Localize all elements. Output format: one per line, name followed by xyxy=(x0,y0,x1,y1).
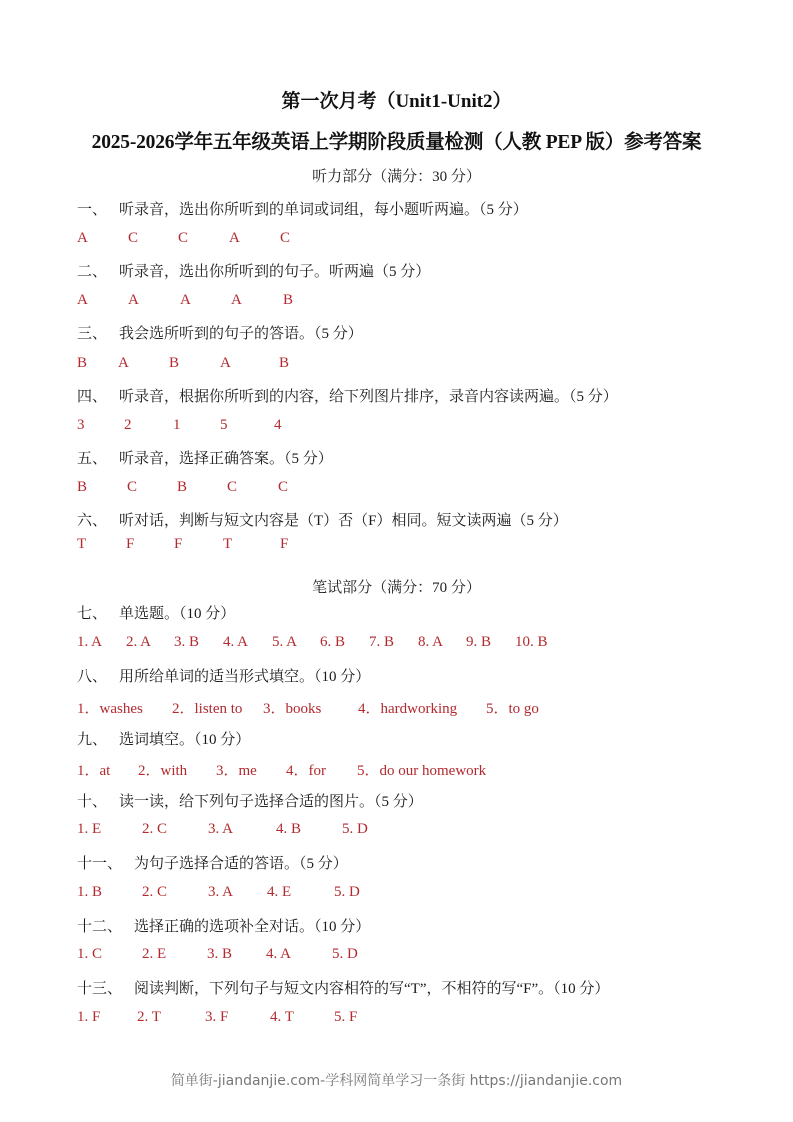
question-heading xyxy=(77,260,430,281)
answer-item: C xyxy=(128,230,139,246)
answer-item: 10. B xyxy=(515,634,548,650)
answer-item: A xyxy=(77,230,88,246)
answer-item: C xyxy=(278,479,289,495)
answer-item: C xyxy=(280,230,291,246)
question-text: 用所给单词的适当形式填空。（10 分） xyxy=(119,669,371,685)
answer-item: A xyxy=(220,355,231,371)
answer-item: 1. E xyxy=(77,821,102,837)
answer-item: 2．with xyxy=(138,763,188,779)
question-text: 听录音，选择正确答案。（5 分） xyxy=(119,451,333,467)
answer-item: C xyxy=(227,479,238,495)
question-number: 三、 xyxy=(77,326,108,342)
question-number: 六、 xyxy=(77,513,108,529)
answer-item: 2. E xyxy=(142,946,167,962)
answer-item: 5．do our homework xyxy=(357,763,487,779)
answer-item: 9. B xyxy=(466,634,492,650)
footer-watermark: 简单街-jiandanjie.com-学科网简单学习一条街 https://jiandanjie.com xyxy=(170,1073,623,1089)
answer-item: 1. B xyxy=(77,884,103,900)
answer-item: 5. D xyxy=(332,946,358,962)
question-heading xyxy=(77,790,423,811)
answer-item: 4. B xyxy=(276,821,302,837)
answer-item: 3．books xyxy=(263,701,322,717)
question-text: 我会选所听到的句子的答语。（5 分） xyxy=(119,326,363,342)
answer-item: 2. C xyxy=(142,821,168,837)
question-heading xyxy=(77,602,235,623)
answer-item: 1. A xyxy=(77,634,103,650)
question-number: 五、 xyxy=(77,451,108,467)
question-heading xyxy=(77,977,609,998)
question-text: 听对话，判断与短文内容是（T）否（F）相同。短文读两遍（5 分） xyxy=(119,513,568,529)
answer-item: 4. A xyxy=(266,946,292,962)
document-title: 第一次月考（Unit1-Unit2） xyxy=(281,91,512,112)
answer-item: 4. A xyxy=(223,634,249,650)
answer-item: 2 xyxy=(124,417,132,433)
answer-item: 8. A xyxy=(418,634,444,650)
answer-item: A xyxy=(77,292,88,308)
question-number: 十一、 xyxy=(77,856,123,872)
answer-item: 7. B xyxy=(369,634,395,650)
question-heading xyxy=(77,728,250,749)
answer-item: 5. D xyxy=(342,821,368,837)
answer-item: 2. C xyxy=(142,884,168,900)
answer-item: F xyxy=(280,536,289,552)
answer-item: 2．listen to xyxy=(172,701,243,717)
answer-item: 4 xyxy=(274,417,282,433)
question-number: 八、 xyxy=(77,669,108,685)
document-subtitle: 2025-2026学年五年级英语上学期阶段质量检测（人教 PEP 版）参考答案 xyxy=(91,132,702,153)
answer-item: 4. T xyxy=(270,1009,294,1025)
answer-item: 3. B xyxy=(207,946,233,962)
question-text: 听录音，选出你所听到的句子。听两遍（5 分） xyxy=(119,264,431,280)
question-text: 听录音，根据你所听到的内容，给下列图片排序，录音内容读两遍。（5 分） xyxy=(119,389,618,405)
answer-item: T xyxy=(77,536,87,552)
answer-item: B xyxy=(283,292,294,308)
answer-item: A xyxy=(118,355,129,371)
question-number: 一、 xyxy=(77,202,108,218)
answer-item: A xyxy=(128,292,139,308)
answer-item: 3. A xyxy=(208,884,234,900)
answer-item: 1．washes xyxy=(77,701,143,717)
question-text: 为句子选择合适的答语。（5 分） xyxy=(134,856,348,872)
question-heading xyxy=(77,385,618,406)
answer-item: 6. B xyxy=(320,634,346,650)
answer-item: C xyxy=(178,230,189,246)
answer-item: F xyxy=(174,536,183,552)
answer-item: B xyxy=(169,355,180,371)
answer-item: B xyxy=(77,479,88,495)
answer-item: 4．for xyxy=(286,763,326,779)
answer-item: C xyxy=(127,479,138,495)
answer-item: 3. A xyxy=(208,821,234,837)
answer-item: 5 xyxy=(220,417,228,433)
answer-item: 5．to go xyxy=(486,701,539,717)
answer-item: T xyxy=(223,536,233,552)
answer-item: B xyxy=(77,355,88,371)
answer-item: 1．at xyxy=(77,763,111,779)
question-number: 十、 xyxy=(77,794,108,810)
answer-item: 3．me xyxy=(216,763,257,779)
question-text: 读一读，给下列句子选择合适的图片。（5 分） xyxy=(119,794,423,810)
question-heading xyxy=(77,322,363,343)
answer-item: 2. T xyxy=(137,1009,161,1025)
answer-item: 4．hardworking xyxy=(358,701,458,717)
answer-item: A xyxy=(229,230,240,246)
question-text: 听录音，选出你所听到的单词或词组，每小题听两遍。（5 分） xyxy=(119,202,528,218)
question-number: 二、 xyxy=(77,264,108,280)
answer-item: 3. F xyxy=(205,1009,229,1025)
question-number: 四、 xyxy=(77,389,108,405)
answer-item: 5. F xyxy=(334,1009,358,1025)
answer-item: 3. B xyxy=(174,634,200,650)
answer-item: A xyxy=(180,292,191,308)
question-number: 七、 xyxy=(77,606,108,622)
question-heading xyxy=(77,852,348,873)
question-number: 九、 xyxy=(77,732,108,748)
answer-item: 3 xyxy=(77,417,85,433)
answer-item: 5. D xyxy=(334,884,360,900)
answer-item: 1 xyxy=(173,417,181,433)
question-heading xyxy=(77,915,370,936)
question-text: 阅读判断，下列句子与短文内容相符的写“T”，不相符的写“F”。（10 分） xyxy=(134,981,610,997)
answer-item: B xyxy=(279,355,290,371)
question-heading xyxy=(77,509,568,530)
writing-part-title: 笔试部分（满分：70 分） xyxy=(312,580,481,596)
question-text: 选择正确的选项补全对话。（10 分） xyxy=(134,919,371,935)
question-heading xyxy=(77,447,333,468)
answer-item: 2. A xyxy=(126,634,152,650)
question-number: 十二、 xyxy=(77,919,123,935)
answer-item: 1. C xyxy=(77,946,103,962)
listening-part-title: 听力部分（满分：30 分） xyxy=(312,169,481,185)
answer-item: B xyxy=(177,479,188,495)
answer-item: A xyxy=(231,292,242,308)
question-text: 选词填空。（10 分） xyxy=(119,732,251,748)
answer-item: 4. E xyxy=(267,884,292,900)
question-heading xyxy=(77,198,528,219)
answer-item: F xyxy=(126,536,135,552)
answer-item: 1. F xyxy=(77,1009,101,1025)
question-heading xyxy=(77,665,370,686)
answer-item: 5. A xyxy=(272,634,298,650)
question-text: 单选题。（10 分） xyxy=(119,606,236,622)
question-number: 十三、 xyxy=(77,981,123,997)
